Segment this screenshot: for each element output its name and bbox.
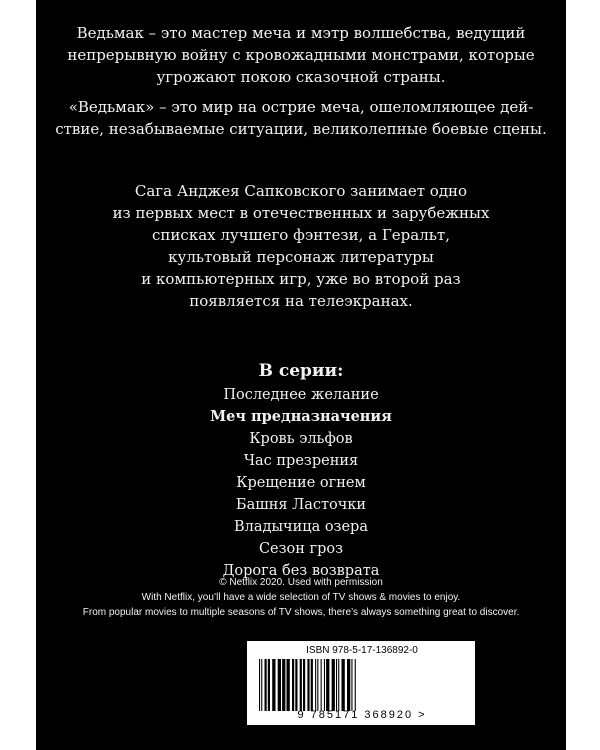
legal-line: From popular movies to multiple seasons of TV shows, there’s always something great to discover.	[82, 607, 520, 618]
legal-line: With Netflix, you’ll have a wide selection of TV shows & movies to enjoy.	[141, 592, 461, 603]
blurb-line: культовый персонаж литературы	[168, 248, 434, 266]
series-book: Час презрения	[243, 453, 359, 469]
blurb-line: непрерывную войну с кровожадными монстрами, которые	[67, 46, 535, 64]
series-book: Меч предназначения	[210, 408, 392, 425]
series-book: Дорога без возврата	[222, 563, 380, 579]
barcode-bar	[278, 659, 281, 711]
barcode-bar	[287, 659, 290, 711]
series-list	[36, 384, 566, 582]
blurb-line: угрожают покою сказочной страны.	[156, 68, 446, 86]
barcode-bar	[311, 659, 313, 711]
isbn-label: ISBN 978-5-17-136892-0	[306, 645, 418, 656]
legal-notice	[36, 575, 566, 620]
series-section	[36, 360, 566, 582]
blurb-line: списках лучшего фэнтези, а Геральт,	[152, 226, 450, 244]
barcode-bar	[317, 659, 318, 711]
blurb-paragraph-2	[36, 96, 566, 140]
series-book: Крещение огнем	[236, 475, 366, 491]
blurb-line: Сага Анджея Сапковского занимает одно	[134, 182, 468, 200]
series-book: Кровь эльфов	[249, 431, 353, 447]
barcode-bar	[315, 659, 316, 711]
series-book: Владычица озера	[234, 519, 368, 535]
barcode-bar	[295, 659, 297, 711]
blurb-line: появляется на телеэкранах.	[189, 292, 413, 310]
barcode-bar	[351, 659, 352, 711]
series-heading: В серии:	[258, 361, 344, 381]
barcode-bars	[257, 659, 467, 711]
barcode-box	[246, 640, 476, 726]
series-book: Башня Ласточки	[235, 497, 367, 513]
blurb-paragraph-3	[36, 180, 566, 312]
barcode-bar	[307, 659, 309, 711]
barcode-bar	[355, 659, 356, 711]
series-book: Сезон гроз	[258, 541, 344, 557]
barcode-bar	[292, 659, 294, 711]
blurb-line: ствие, незабываемые ситуации, великолепные боевые сцены.	[55, 120, 547, 138]
barcode-bar	[336, 659, 337, 711]
barcode-bar	[332, 659, 335, 711]
blurb-line: из первых мест в отечественных и зарубежных	[112, 204, 490, 222]
barcode-bar	[265, 659, 267, 711]
blurb-line: и компьютерных игр, уже во второй раз	[141, 270, 461, 288]
barcode-bar	[324, 659, 325, 711]
barcode-digits: 9 785171 368920 >	[297, 709, 427, 721]
barcode-bar	[326, 659, 329, 711]
barcode-bar	[347, 659, 350, 711]
series-book: Последнее желание	[223, 387, 379, 403]
barcode-bar	[268, 659, 270, 711]
blurb-paragraph-1	[36, 22, 566, 88]
barcode-bar	[321, 659, 322, 711]
back-cover	[36, 0, 566, 750]
barcode-bar	[261, 659, 262, 711]
barcode-bar	[300, 659, 302, 711]
barcode-bar	[282, 659, 285, 711]
barcode-bar	[303, 659, 305, 711]
blurb-line: Ведьмак – это мастер меча и мэтр волшебства, ведущий	[76, 24, 526, 42]
barcode-bar	[342, 659, 345, 711]
barcode-bar	[259, 659, 260, 711]
barcode-bar	[338, 659, 339, 711]
blurb-line: «Ведьмак» – это мир на острие меча, ошеломляющее дей-	[68, 98, 534, 116]
barcode-bar	[272, 659, 275, 711]
legal-line: © Netflix 2020. Used with permission	[219, 577, 383, 588]
